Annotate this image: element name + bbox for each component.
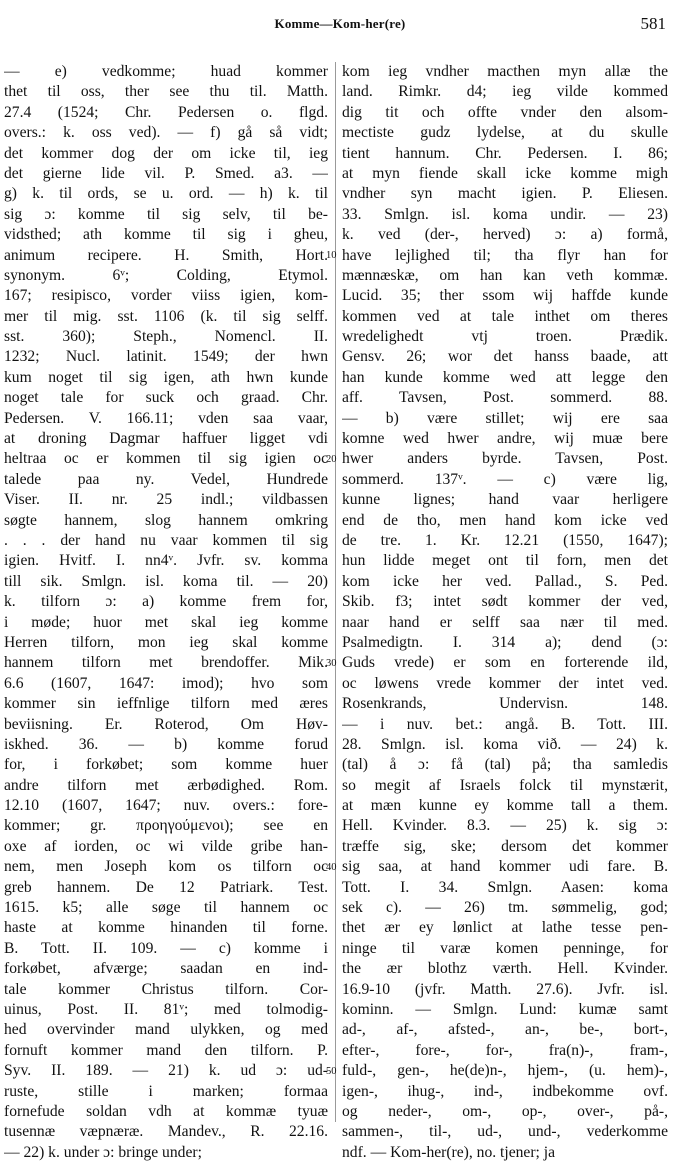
text-line: 33. Smlgn. isl. koma undir. — 23) (342, 205, 668, 223)
text-line: Psalmedigtn. I. 314 a); dend (ɔ: (342, 633, 668, 651)
text-line: talede paa ny. Vedel, Hundrede (4, 470, 328, 488)
text-line: animum recipere. H. Smith, Hort. (4, 246, 328, 264)
left-column (4, 62, 328, 1163)
text-line: — b) være stillet; wij ere saa (342, 409, 668, 427)
text-line: sig ɔ: komme til sig selv, til be- (4, 205, 328, 223)
text-line: de tre. 1. Kr. 12.21 (1550, 1647); (342, 531, 668, 549)
text-line: k. ved (der-, herved) ɔ: a) formå, (342, 226, 668, 244)
text-line: Hell. Kvinder. 8.3. — 25) k. sig ɔ: (342, 817, 668, 835)
text-line: have lejlighed til; tha flyr han for (342, 246, 668, 264)
text-line: kommen ved at tale inthet om theres (342, 307, 668, 325)
line-number: 50 (326, 1065, 337, 1077)
text-line: og neder-, om-, op-, over-, på-, (342, 1102, 668, 1120)
text-line: fuld-, gen-, he(de)n-, hjem-, (u. hem)-, (342, 1062, 668, 1080)
text-line: træffe sig, ske; dersom det kommer (342, 837, 668, 855)
text-line: komne wed hwer andre, wij muæ bere (342, 430, 668, 448)
text-line: nem, men Joseph kom os tilforn oc (4, 858, 328, 876)
text-line: 167; resipisco, vorder viiss igien, kom- (4, 287, 328, 305)
text-line: oc løwens vrede kommer der intet ved. (342, 674, 668, 692)
text-line: B. Tott. II. 109. — c) komme i (4, 939, 328, 957)
text-line: kum noget til sig igen, ath hwn kunde (4, 368, 328, 386)
text-line: mectiste gudz lydelse, at du skulle (342, 124, 668, 142)
text-line: at myn fiende skall icke komme migh (342, 164, 668, 182)
text-line: i møde; huor met skal ieg komme (4, 613, 328, 631)
text-line: han kunde komme wed att legge den (342, 368, 668, 386)
text-line: Skib. f3; intet sødt kommer der ved, (342, 593, 668, 611)
text-line: 1615. k5; alle søge til hannem oc (4, 899, 328, 917)
text-line: efter-, fore-, for-, fra(n)-, fram-, (342, 1041, 668, 1059)
text-line: dig tit och offte vnder den alsom- (342, 103, 668, 121)
text-line: fornuft kommer mand den tilforn. P. (4, 1041, 328, 1059)
text-line: greb hannem. De 12 Patriark. Test. (4, 878, 328, 896)
text-line: Lucid. 35; ther ssom wij haffde kunde (342, 287, 668, 305)
text-line: — 22) k. under ɔ: bringe under; (4, 1143, 202, 1161)
line-number: 20 (326, 453, 337, 465)
page-header (0, 14, 680, 38)
right-column (342, 62, 668, 1163)
text-line: kom icke her ved. Pallad., S. Ped. (342, 572, 668, 590)
text-line: k. tilforn ɔ: a) komme frem for, (4, 593, 328, 611)
line-number: 30 (326, 657, 337, 669)
text-line: ruste, stille i marken; formaa (4, 1082, 328, 1100)
text-line: Herren tilforn, mon ieg skal komme (4, 633, 328, 651)
text-line: haste at komme hinanden til forne. (4, 919, 328, 937)
text-line: 6.6 (1607, 1647: imod); hvo som (4, 674, 328, 692)
text-line: ninge til varæ komen penninge, for (342, 939, 668, 957)
page-number: 581 (640, 14, 666, 33)
text-line: Guds vrede) er som en forterende ild, (342, 654, 668, 672)
text-line: søgte hannem, slog hannem omkring (4, 511, 328, 529)
text-line: forkøbet, afværge; saadan en ind- (4, 960, 328, 978)
text-line: tale kommer Christus tilforn. Cor- (4, 980, 328, 998)
text-line: det kommer dog der om icke til, ieg (4, 144, 328, 162)
text-line: uinus, Post. II. 81ᵛ; med tolmodig- (4, 1000, 328, 1018)
text-line: mænnæskæ, om han kan veth kommæ. (342, 266, 668, 284)
text-line: hun lidde meget ont til forn, men det (342, 552, 668, 570)
text-line: . . . der hand nu vaar kommen til sig (4, 531, 328, 549)
text-line: synonym. 6ᵛ; Colding, Etymol. (4, 266, 328, 284)
text-line: iskhed. 36. — b) komme forud (4, 735, 328, 753)
text-line: beviisning. Er. Roterod, Om Høv- (4, 715, 328, 733)
text-line: 27.4 (1524; Chr. Pedersen o. flgd. (4, 103, 328, 121)
text-line: — i nuv. bet.: angå. B. Tott. III. (342, 715, 668, 733)
text-line: 12.10 (1607, 1647; nuv. overs.: fore- (4, 797, 328, 815)
text-line: the ær blothz værth. Hell. Kvinder. (342, 960, 668, 978)
text-line: Syv. II. 189. — 21) k. ud ɔ: ud- (4, 1062, 328, 1080)
text-line: oxe af iorden, oc wi vilde gribe han- (4, 837, 328, 855)
text-line: hannem tilforn met brendoffer. Mik. (4, 654, 328, 672)
text-line: (tal) å ɔ: få (tal) på; tha samledis (342, 756, 668, 774)
text-line: till sik. Smlgn. isl. koma til. — 20) (4, 572, 328, 590)
text-line: fornefude soldan vdh at kommæ tyuæ (4, 1102, 328, 1120)
text-line: sammen-, til-, ud-, und-, vederkomme (342, 1123, 668, 1141)
text-line: end de tho, men hand kom icke ved (342, 511, 668, 529)
text-line: ad-, af-, afsted-, an-, be-, bort-, (342, 1021, 668, 1039)
text-line: heltraa oc er kommen til sig igien oc (4, 450, 328, 468)
text-line: vidsthed; ath komme til sig i gheu, (4, 226, 328, 244)
text-line: Rosenkrands, Undervisn. 148. (342, 695, 668, 713)
text-line: wredelighedt vtj troen. Prædik. (342, 328, 668, 346)
text-line: land. Rimkr. d4; ieg vilde kommed (342, 83, 668, 101)
text-line: Pedersen. V. 166.11; vden saa vaar, (4, 409, 328, 427)
text-line: sst. 360); Steph., Nomencl. II. (4, 328, 328, 346)
text-line: kominn. — Smlgn. Lund: kumæ samt (342, 1000, 668, 1018)
running-head: Komme—Kom-her(re) (274, 16, 406, 31)
text-line: so megit af Israels folck til mynstærit, (342, 776, 668, 794)
text-line: kommer; gr. προηγούμενοι); see en (4, 817, 328, 835)
text-line: kommer sin ieffnlige tilforn med æres (4, 695, 328, 713)
text-line: at mæn kunne ey komme tall a them. (342, 797, 668, 815)
text-line: overs.: k. oss ved). — f) gå så vidt; (4, 124, 328, 142)
text-line: igien. Hvitf. I. nn4ᵛ. Jvfr. sv. komma (4, 552, 328, 570)
line-number: 10 (326, 249, 337, 261)
text-line: noget tale for suck och graad. Chr. (4, 389, 328, 407)
text-line: kunne lignes; hand vaar herligere (342, 491, 668, 509)
text-line: mer til mig. sst. 1106 (k. til sig selff. (4, 307, 328, 325)
text-line: Tott. I. 34. Smlgn. Aasen: koma (342, 878, 668, 896)
text-line: tusennæ væpnæræ. Mandev., R. 22.16. (4, 1123, 328, 1141)
text-line: naar hand er selff saa nær til med. (342, 613, 668, 631)
column-divider (335, 62, 336, 1122)
text-line: vndher syn macht igien. P. Eliesen. (342, 185, 668, 203)
text-line: Viser. II. nr. 25 indl.; vildbassen (4, 491, 328, 509)
text-line: — e) vedkomme; huad kommer (4, 63, 328, 80)
text-line: thet ær ey lønlict at lathe tesse pen- (342, 919, 668, 937)
text-line: det gierne lide vil. P. Smed. a3. — (4, 164, 328, 182)
text-line: 16.9-10 (jvfr. Matth. 27.6). Jvfr. isl. (342, 980, 668, 998)
text-line: sek c). — 26) tm. sømmelig, god; (342, 899, 668, 917)
text-line: andre tilforn met ærbødighed. Rom. (4, 776, 328, 794)
text-line: kom ieg vndher macthen myn allæ the (342, 63, 668, 80)
text-line: 1232; Nucl. latinit. 1549; der hwn (4, 348, 328, 366)
text-line: for, i forkøbet; som komme huer (4, 756, 328, 774)
text-line: hwer anders byrde. Tavsen, Post. (342, 450, 668, 468)
text-line: ndf. — Kom-her(re), no. tjener; ja (342, 1143, 556, 1161)
text-line: 28. Smlgn. isl. koma við. — 24) k. (342, 735, 668, 753)
text-line: hed overvinder mand ulykken, og med (4, 1021, 328, 1039)
text-line: at droning Dagmar haffuer ligget vdi (4, 430, 328, 448)
text-line: aff. Tavsen, Post. sommerd. 88. (342, 389, 668, 407)
text-line: sig saa, at hand kommer udi fare. B. (342, 858, 668, 876)
text-line: sommerd. 137ᵛ. — c) være lig, (342, 470, 668, 488)
text-line: Gensv. 26; wor det hanss baade, att (342, 348, 668, 366)
line-number: 40 (326, 861, 337, 873)
text-line: thet til oss, ther see thu til. Matth. (4, 83, 328, 101)
text-line: g) k. til ords, se u. ord. — h) k. til (4, 185, 328, 203)
text-line: tient hannum. Chr. Pedersen. I. 86; (342, 144, 668, 162)
text-line: igen-, ihug-, ind-, indbekomme ovf. (342, 1082, 668, 1100)
